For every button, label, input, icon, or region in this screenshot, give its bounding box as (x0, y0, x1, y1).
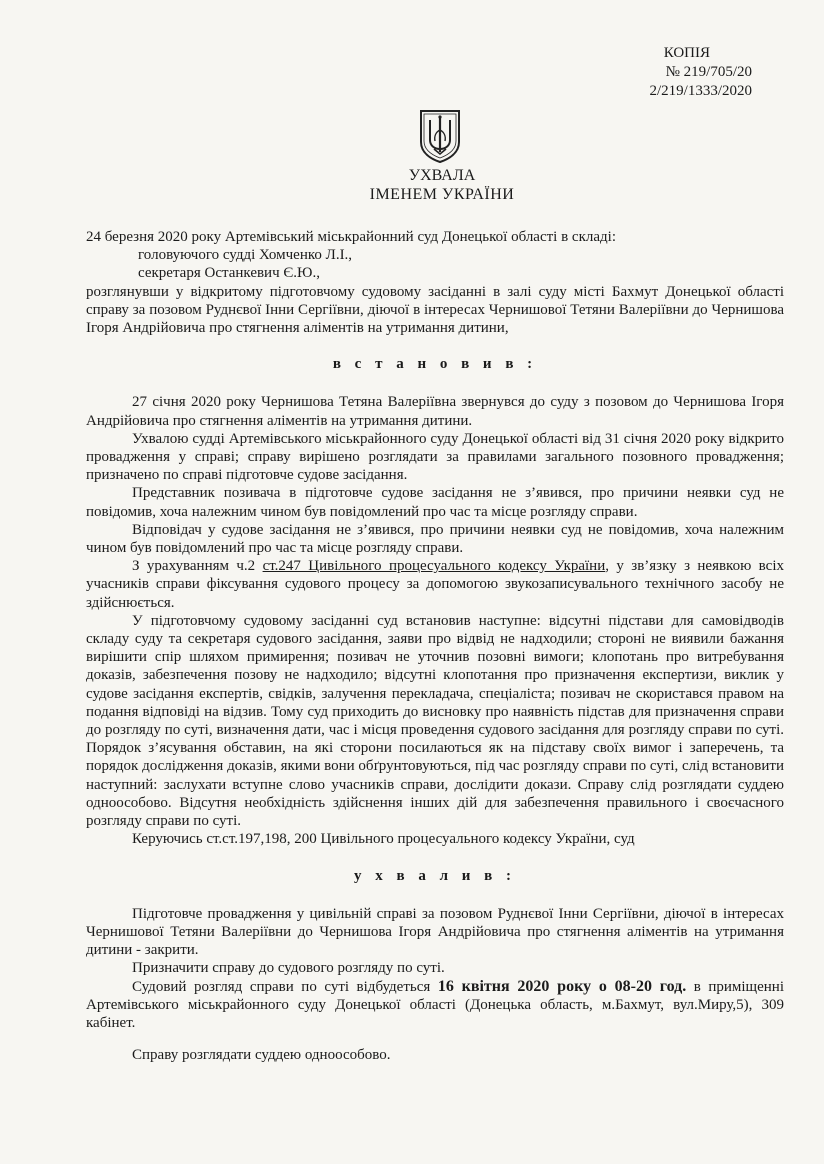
paragraph-3-start: Судовий розгляд справи по суті відбудеться (132, 978, 438, 995)
intro-judge: головуючого судді Хомченко Л.І., (138, 247, 353, 264)
document-body (86, 228, 784, 1064)
trident-coat-of-arms-icon (418, 108, 462, 164)
section-heading-established: в с т а н о в и в : (332, 356, 538, 373)
decided-paragraph-2: Призначити справу до судового розгляду по суті. (132, 960, 445, 977)
decided-paragraph-4: Справу розглядати суддею одноособово. (132, 1047, 391, 1064)
copy-label: КОПІЯ (663, 45, 710, 61)
proceeding-number: 2/219/1333/2020 (649, 83, 752, 99)
established-paragraph-3: Представник позивача в підготовче судове засідання не з’явився, про причини неявки суд не повідомив, хоча належним чином був повідомлений про час та місце розгляду справи. (86, 485, 784, 520)
case-number: № 219/705/20 (665, 64, 752, 80)
intro-considered: розглянувши у відкритому підготовчому судовому засіданні в залі суду місті Бахмут Донецької області справу за позовом Руднєвої Інни Сергіївни, діючої в інтересах Чернишової Тетяни Валеріївни до Чернишова Ігоря Андрійовича про стягнення аліментів на утримання дитини, (86, 283, 784, 337)
established-paragraph-5 (86, 557, 784, 612)
decided-paragraph-1: Підготовче провадження у цивільній справі за позовом Руднєвої Інни Сергіївни, діючої в інтересах Чернишової Тетяни Валеріївни до Чернишова Ігоря Андрійовича про стягнення аліментів на утримання дитини - закрити. (86, 905, 784, 959)
case-header (649, 44, 752, 101)
code-article-link[interactable]: ст.247 Цивільного процесуального кодексу України (262, 558, 606, 575)
paragraph-gap (86, 1032, 784, 1046)
decided-paragraph-3 (86, 978, 784, 1033)
document-title (0, 166, 824, 204)
paragraph-3-end: в приміщенні Артемівського міськрайонного суду Донецької області (Донецька область, м.Бахмут, вул.Миру,5), 309 кабінет. (86, 978, 784, 1031)
established-paragraph-2: Ухвалою судді Артемівського міськрайонного суду Донецької області від 31 січня 2020 року відкрито провадження у справі; справу вирішено розглядати за правилами загального позовного провадження; призначено по справі підготовче судове засідання. (86, 430, 784, 484)
established-paragraph-4: Відповідач у судове засідання не з’явився, про причини неявки суд не повідомив, хоча належним чином був повідомлений про час та місце розгляду справи. (86, 521, 784, 557)
established-paragraph-1: 27 січня 2020 року Чернишова Тетяна Валеріївна звернувся до суду з позовом до Чернишова Ігоря Андрійовича про стягнення аліментів на утримання дитини. (86, 394, 784, 429)
established-paragraph-6: У підготовчому судовому засіданні суд встановив наступне: відсутні підстави для самовідводів складу суду та секретаря судового засідання, заяви про відвід не надходили; стороні не виявили бажання вирішити спір шляхом примирення; позивач не уточнив позовні вимоги; клопотань про витребування доказів, забезпечення позову не надходило; відсутні клопотання про призначення експертизи, виклик у судове засідання експертів, свідків, залучення перекладача, спеціаліста; позивач не скористався правом на подання відповіді на відзив. Тому суд приходить до висновку про наявність підстав для призначення справи до розгляду по суті, визначення дати, час і місця проведення судового засідання для розгляду справи по суті. Порядок з’ясування обставин, на які сторони посилаються як на підставу своїх вимог і заперечень, та порядок дослідження доказів, якими вони обґрунтовуються, під час розгляду справи по суті, слід встановити наступний: заслухати вступне слово учасників справи, дослідити докази. Справу слід розглядати суддею одноособово. Відсутня необхідність здійснення інших дій для забезпечення правильного і своєчасного розгляду справи по суті. (86, 612, 784, 830)
intro-secretary: секретаря Останкевич Є.Ю., (138, 265, 320, 282)
section-heading-decided: у х в а л и в : (353, 867, 516, 884)
title-ukhvala: УХВАЛА (408, 167, 476, 184)
title-imenem-ukrainy: ІМЕНЕМ УКРАЇНИ (369, 186, 515, 203)
intro-date-court: 24 березня 2020 року Артемівський міськрайонний суд Донецької області в складі: (86, 229, 616, 245)
paragraph-5-start: З урахуванням ч.2 (132, 558, 263, 575)
paragraph-5-end: , у зв’язку з неявкою всіх учасників справи фіксування судового процесу за допомогою звукозаписувального технічного засобу не здійснюється. (86, 558, 785, 611)
hearing-date-time: 16 квітня 2020 року о 08-20 год. (437, 977, 687, 995)
established-paragraph-7: Керуючись ст.ст.197,198, 200 Цивільного процесуального кодексу України, суд (132, 831, 635, 848)
